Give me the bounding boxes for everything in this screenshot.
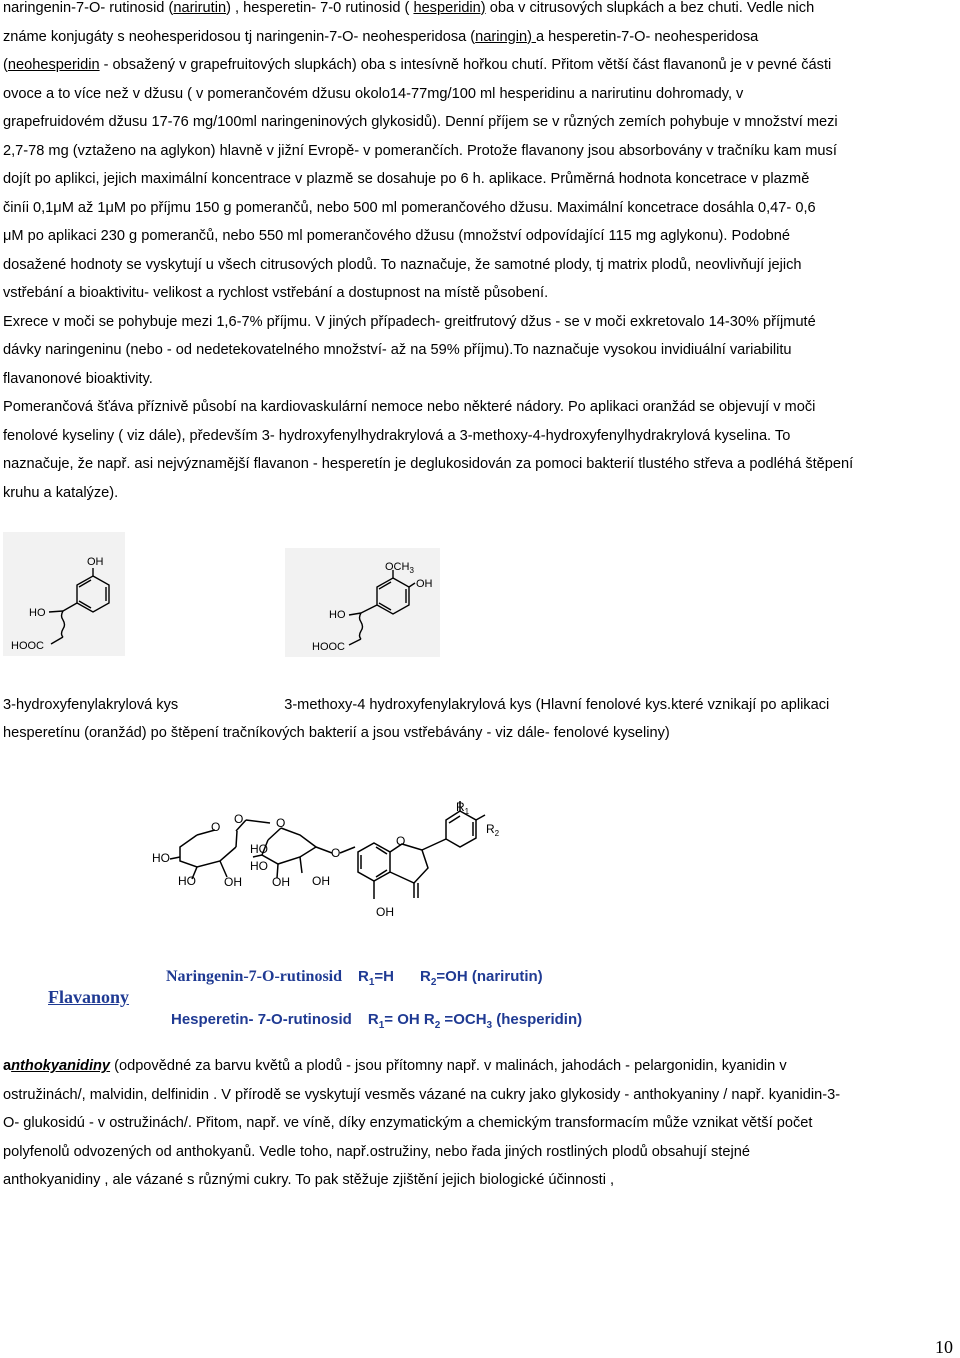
text-line bbox=[3, 0, 955, 23]
text-line bbox=[3, 222, 955, 251]
text-segment: μM po aplikaci 230 g pomerančů, nebo 550 ml pomerančového džusu (množství odpovídající 115 mg aglykonu). Podobné bbox=[3, 228, 790, 244]
r2-label: $R_2$ bbox=[486, 822, 500, 838]
text-segment: naringin) bbox=[475, 28, 536, 45]
text-segment: neohesperidin bbox=[7, 57, 100, 73]
body-paragraph-anthocyanidins bbox=[3, 1052, 955, 1195]
text-segment: naznačuje, že např. asi nejvýznamější flavanon - hesperetín je deglukosidován za pomoci bakterií tlustého střeva a podléhá štěpení bbox=[3, 456, 854, 472]
text-line bbox=[3, 479, 955, 508]
text-segment: ostružinách/, malvidin, delfinidin . V přírodě se vyskytují vesměs vázané na cukry jako glykosidy - anthokyaniny / např. kyanidin-3- bbox=[3, 1086, 841, 1103]
caption-molecule-1: 3-hydroxyfenylakrylová kys bbox=[3, 697, 179, 713]
text-segment: oba v citrusových slupkách a bez chuti. Vedle nich bbox=[485, 0, 815, 16]
oh-label: OH bbox=[87, 556, 104, 568]
body-paragraph-flavanones bbox=[3, 0, 955, 507]
o-label: O bbox=[331, 846, 341, 860]
text-segment: (odpovědné za barvu květů a plodů - jsou přítomny např. v malinách, jahodách - pelargonidin, kyanidin v bbox=[110, 1058, 787, 1074]
text-line bbox=[3, 1166, 955, 1195]
text-segment: vstřebání a bioaktivitu- velikost a rychlost vstřebání a dostupnost na místě působení. bbox=[3, 285, 549, 301]
o-label: O bbox=[396, 834, 406, 848]
text-line bbox=[3, 165, 955, 194]
text-segment: hesperidin) bbox=[413, 0, 486, 16]
molecule-drawing bbox=[3, 532, 125, 656]
text-segment: grapefruidovém džusu 17-76 mg/100ml naringeninových glykosidů). Denní příjem se v různých zemích pohybuje v množství mezi bbox=[3, 114, 838, 130]
page-number: 10 bbox=[935, 1337, 953, 1357]
text-line bbox=[3, 194, 955, 223]
figure-caption bbox=[3, 691, 829, 719]
text-segment: a hesperetin-7-O- neohesperidosa bbox=[536, 28, 759, 45]
ho-label: HO bbox=[178, 874, 196, 888]
o-label: O bbox=[276, 816, 286, 830]
text-segment: - obsažený v grapefruitových slupkách) oba s intesívně hořkou chutí. Přitom větší část flavanonů je v pevné části bbox=[99, 57, 832, 73]
text-segment: Pomerančová šťáva příznivě působí na kardiovaskulární nemoce nebo některé nádory. Po aplikaci oranžád se objevují v moči bbox=[3, 399, 816, 415]
molecule-drawing bbox=[140, 795, 520, 925]
structure-flavanone-rutinoside bbox=[140, 795, 520, 925]
text-line bbox=[3, 308, 955, 337]
text-line bbox=[3, 80, 955, 109]
o-label: O bbox=[211, 820, 221, 834]
text-line bbox=[3, 422, 955, 451]
text-segment: činíi 0,1μM až 1μM po příjmu 150 g pomerančů, nebo 500 ml pomerančového džusu. Maximální koncetrace dosáhla 0,47- 0,6 bbox=[3, 199, 816, 216]
structure-3-methoxy-4-hydroxyphenylhydracrylic-acid bbox=[285, 548, 440, 657]
oh-label: OH bbox=[376, 905, 394, 919]
text-line bbox=[3, 108, 955, 137]
text-segment: a bbox=[3, 1058, 12, 1074]
text-segment: 2,7-78 mg (vztaženo na aglykon) hlavně v jižní Evropě- v pomerančích. Protože flavanony jsou absorbovány v tračníku kam musí bbox=[3, 142, 837, 159]
text-segment: nthokyanidiny bbox=[11, 1058, 111, 1074]
text-segment: Exrece v moči se pohybuje mezi 1,6-7% příjmu. V jiných případech- greitfrutový džus - se v moči exkretovalo 14-30% příjmuté bbox=[3, 313, 816, 330]
naringenin-rutinoside-line: Naringenin-7-O-rutinosid $R_1=H$ $R_2=OH$ (narirutin) bbox=[166, 968, 543, 988]
text-line bbox=[3, 336, 955, 365]
text-segment: kruhu a katalýze). bbox=[3, 484, 119, 501]
oh-label: OH bbox=[272, 875, 290, 889]
text-segment: ( bbox=[3, 57, 8, 73]
text-segment: ) , hesperetin- 7-0 rutinosid ( bbox=[226, 0, 414, 16]
ho-label: HO bbox=[250, 859, 268, 873]
text-segment: ovoce a to více než v džusu ( v pomerančovém džusu okolo14-77mg/100 ml hesperidinu a narirutinu dohromady, v bbox=[3, 85, 744, 102]
text-line bbox=[3, 1052, 955, 1081]
text-segment: dojít po aplikci, jejich maximální koncentrace v plazmě se dosahuje po 6 h. aplikace. Průměrná hodnota koncetrace v plazmě bbox=[3, 171, 810, 187]
text-line bbox=[3, 251, 955, 280]
text-segment: dávky naringeninu (nebo - od nedetekovatelného množství- až na 59% příjmu).To naznačuje vysokou invidiuální variabilitu bbox=[3, 342, 792, 358]
text-line bbox=[3, 393, 955, 422]
text-line bbox=[3, 1138, 955, 1167]
oh-label: OH bbox=[416, 578, 433, 590]
structure-3-hydroxyphenylhydracrylic-acid bbox=[3, 532, 125, 656]
o-label: O bbox=[234, 812, 244, 826]
text-segment: anthokyanidiny , ale vázané s různými cukry. To pak stěžuje zjištění jejich biologické účinnosti , bbox=[3, 1172, 615, 1188]
text-line bbox=[3, 1109, 955, 1138]
ho-label: HO bbox=[250, 842, 268, 856]
flavanony-heading: Flavanony bbox=[48, 987, 130, 1007]
text-segment: naringenin-7-O- rutinosid ( bbox=[3, 0, 174, 16]
molecule-drawing bbox=[285, 548, 440, 657]
text-segment: známe konjugáty s neohesperidosou tj naringenin-7-O- neohesperidosa ( bbox=[3, 28, 476, 45]
text-segment: dosažené hodnoty se vyskytují u všech citrusových plodů. To naznačuje, že samotné plody, tj matrix plodů, neovlivňují jejich bbox=[3, 256, 802, 273]
figure-caption-continued: hesperetínu (oranžád) po štěpení tračníkových bakterií a jsou vstřebávány - viz dále- fenolové kyseliny) bbox=[3, 725, 670, 741]
och3-label: $OCH_3$ bbox=[385, 561, 414, 575]
text-line bbox=[3, 1081, 955, 1110]
text-segment: fenolové kyseliny ( viz dále), především 3- hydroxyfenylhydrakrylová a 3-methoxy-4-hydroxyfenylhydrakrylová kyselina. To bbox=[3, 427, 791, 444]
oh-label: OH bbox=[224, 875, 242, 889]
hesperetin-rutinoside-line: Hesperetin- 7-O-rutinosid $R_1=$ OH $R_2 =OCH_3$ (hesperidin) bbox=[171, 1011, 583, 1031]
text-line bbox=[3, 365, 955, 394]
hooc-label: HOOC bbox=[312, 641, 345, 653]
text-segment: polyfenolů odvozených od anthokyanů. Vedle toho, např.ostružiny, nebo řada jiných rostliných plodů obsahují stejné bbox=[3, 1143, 750, 1160]
text-line bbox=[3, 450, 955, 479]
oh-label: OH bbox=[312, 874, 330, 888]
caption-molecule-2: 3-methoxy-4 hydroxyfenylakrylová kys (Hlavní fenolové kys.které vznikají po aplikaci bbox=[284, 697, 830, 713]
ho-label: HO bbox=[152, 851, 170, 865]
text-line bbox=[3, 279, 955, 308]
hooc-label: HOOC bbox=[11, 640, 44, 652]
text-segment: flavanonové bioaktivity. bbox=[3, 370, 153, 387]
text-line bbox=[3, 137, 955, 166]
ho-label: HO bbox=[329, 609, 346, 621]
text-segment: O- glukosidú - v ostružinách/. Přitom, např. ve víně, díky enzymatickým a chemickým transformacím může vznikat větší počet bbox=[3, 1115, 813, 1131]
ho-label: HO bbox=[29, 607, 46, 619]
r1-label: $R_1$ bbox=[456, 800, 470, 816]
text-line bbox=[3, 51, 955, 80]
text-line bbox=[3, 23, 955, 52]
text-segment: narirutin bbox=[173, 0, 227, 16]
